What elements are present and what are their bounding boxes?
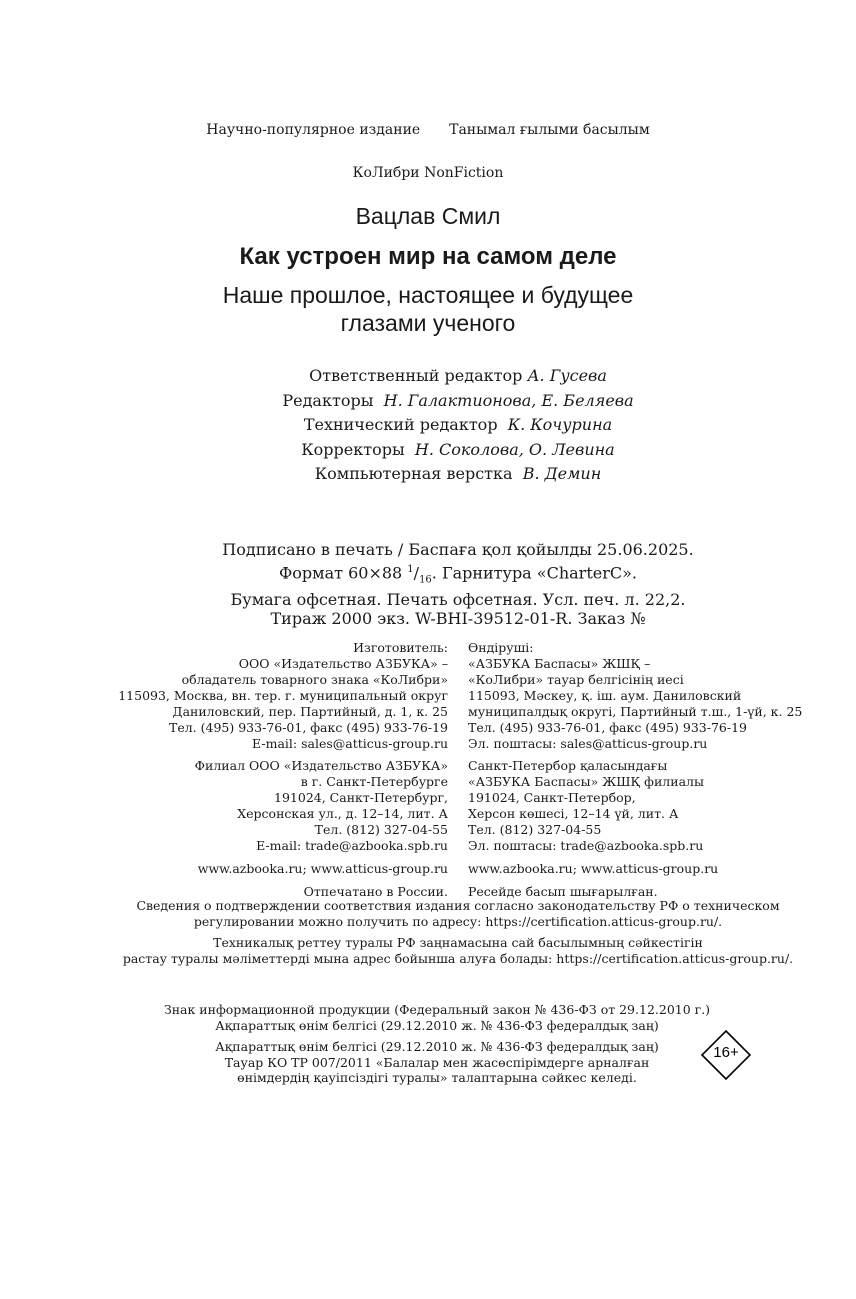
age-rating-label: 16+ — [713, 1044, 739, 1061]
edition-type-ru: Научно-популярное издание — [206, 122, 421, 138]
branch-line: 191024, Санкт-Петербор, — [468, 790, 636, 805]
credit-role: Компьютерная верстка — [314, 464, 513, 483]
manufacturer-label: Өндіруші: — [468, 640, 534, 655]
format-line: Формат 60×88 $^1/_{16}$. Гарнитура «CharterC». — [279, 562, 637, 586]
branch-line: Херсонская ул., д. 12–14, лит. А — [237, 806, 448, 821]
certification-kz: растау туралы мәліметтерді мына адрес бойынша алуға болады: https://certification.atticus-group.ru/. — [122, 951, 794, 966]
credit-row — [0, 462, 856, 487]
safety-regulation: Тауар КО ТР 007/2011 «Балалар мен жасөспірімдерге арналған — [224, 1054, 650, 1070]
edition-type-line — [0, 122, 856, 138]
websites: www.azbooka.ru; www.atticus-group.ru — [197, 861, 448, 876]
certification-ru: Сведения о подтверждении соответствия издания согласно законодательству РФ о техническом — [136, 898, 780, 913]
manufacturer-line: 115093, Мәскеу, қ. іш. аум. Даниловский — [468, 688, 742, 703]
credit-role: Технический редактор — [303, 415, 498, 434]
series-name: КоЛибри NonFiction — [352, 165, 504, 181]
age-rating-badge — [701, 1030, 751, 1080]
websites: www.azbooka.ru; www.atticus-group.ru — [468, 861, 719, 876]
printed-in: Отпечатано в России. — [303, 884, 448, 899]
info-sign-kz: Ақпараттық өнім белгісі (29.12.2010 ж. № 436-ФЗ федералдық заң) — [215, 1017, 659, 1033]
paper-line: Бумага офсетная. Печать офсетная. Усл. печ. л. 22,2. — [230, 589, 686, 609]
credit-row — [0, 389, 856, 414]
credit-row — [0, 413, 856, 438]
certification-ru: регулировании можно получить по адресу: https://certification.atticus-group.ru/. — [193, 914, 723, 929]
branch-line: Филиал ООО «Издательство АЗБУКА» — [194, 758, 448, 773]
branch-line: 191024, Санкт-Петербург, — [274, 790, 448, 805]
branch-line: в г. Санкт-Петербурге — [300, 774, 448, 789]
branch-line: «АЗБУКА Баспасы» ЖШҚ филиалы — [468, 774, 704, 789]
subtitle-line-1: Наше прошлое, настоящее и будущее — [222, 282, 634, 308]
info-sign-ru: Знак информационной продукции (Федеральный закон № 436-ФЗ от 29.12.2010 г.) — [163, 1002, 711, 1017]
manufacturer-email: E-mail: sales@atticus-group.ru — [252, 736, 448, 751]
branch-line: Тел. (812) 327-04-55 — [468, 822, 602, 837]
branch-line: Санкт-Петербор қаласындағы — [468, 758, 668, 773]
manufacturer-ru — [118, 640, 448, 900]
print-info — [0, 540, 856, 629]
manufacturer-line: Даниловский, пер. Партийный, д. 1, к. 25 — [172, 704, 448, 719]
run-line: Тираж 2000 экз. W-BHI-39512-01-R. Заказ № — [270, 609, 646, 629]
manufacturer-line: Тел. (495) 933-76-01, факс (495) 933-76-19 — [468, 720, 747, 735]
credit-names: Н. Галактионова, Е. Беляева — [383, 390, 634, 410]
format-prefix: Формат 60×88 — [279, 562, 403, 582]
manufacturer-line: обладатель товарного знака «КоЛибри» — [181, 672, 448, 687]
book-subtitle — [0, 281, 856, 337]
credit-row — [0, 364, 856, 389]
info-sign-kz: Ақпараттық өнім белгісі (29.12.2010 ж. № 436-ФЗ федералдық заң) — [215, 1039, 659, 1054]
manufacturer-line: муниципалдық округі, Партийный т.ш., 1-үй, к. 25 — [468, 704, 803, 719]
certification-kz: Техникалық реттеу туралы РФ заңнамасына сай басылымның сәйкестігін — [213, 935, 703, 950]
credit-row — [0, 438, 856, 463]
manufacturer-line: ООО «Издательство АЗБУКА» – — [238, 656, 448, 671]
credit-role: Корректоры — [301, 439, 405, 459]
safety-regulation: өнімдердің қауіпсіздігі туралы» талаптарына сәйкес келеді. — [237, 1070, 637, 1085]
book-title: Как устроен мир на самом деле — [239, 243, 617, 270]
certification-info — [0, 898, 856, 967]
credit-role: Редакторы — [282, 390, 374, 410]
manufacturer-email: Эл. поштасы: sales@atticus-group.ru — [468, 736, 708, 751]
credit-names: Н. Соколова, О. Левина — [414, 439, 615, 459]
manufacturer-line: «АЗБУКА Баспасы» ЖШҚ – — [468, 656, 651, 671]
edition-type-kz: Танымал ғылыми басылым — [449, 122, 650, 138]
credit-names: А. Гусева — [527, 366, 607, 385]
manufacturer-kz — [468, 640, 802, 900]
branch-line: Тел. (812) 327-04-55 — [314, 822, 448, 837]
credit-role: Ответственный редактор — [309, 366, 523, 385]
credits-list — [0, 364, 856, 487]
manufacturer-line: Тел. (495) 933-76-01, факс (495) 933-76-19 — [169, 720, 448, 735]
branch-line: Херсон көшесі, 12–14 үй, лит. А — [468, 806, 679, 821]
manufacturer-line: 115093, Москва, вн. тер. г. муниципальный округ — [118, 688, 448, 703]
branch-email: Эл. поштасы: trade@azbooka.spb.ru — [468, 838, 704, 853]
manufacturer-line: «КоЛибри» тауар белгісінің иесі — [468, 672, 684, 687]
format-suffix: . Гарнитура «CharterC». — [431, 562, 637, 582]
subtitle-line-2: глазами ученого — [340, 310, 516, 336]
signed-to-print: Подписано в печать / Баспаға қол қойылды 25.06.2025. — [222, 540, 694, 559]
branch-email: E-mail: trade@azbooka.spb.ru — [256, 838, 448, 853]
credit-names: К. Кочурина — [507, 415, 613, 434]
author-name: Вацлав Смил — [355, 203, 501, 229]
manufacturer-label: Изготовитель: — [353, 640, 448, 655]
credit-names: В. Демин — [522, 464, 602, 483]
format-denominator: 16 — [419, 574, 432, 586]
printed-in: Ресейде басып шығарылған. — [468, 884, 658, 899]
format-numerator: 1 — [407, 563, 414, 575]
